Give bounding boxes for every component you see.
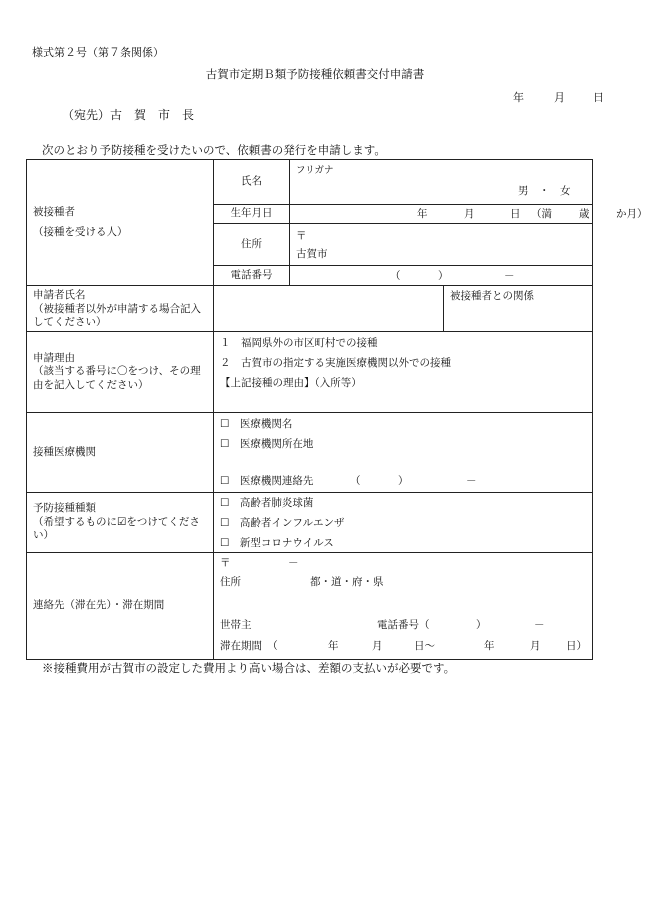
institution-location-label: 医療機関所在地 <box>239 438 314 450</box>
institution-name-label: 医療機関名 <box>239 418 293 430</box>
application-date <box>513 92 604 103</box>
reason-field[interactable] <box>214 332 593 413</box>
address-field[interactable] <box>290 224 593 266</box>
document-title: 古賀市定期Ｂ類予防接種依頼書交付申請書 <box>205 67 425 81</box>
vaccine-label: 予防接種種類 <box>33 502 96 515</box>
contact-open: （ <box>350 475 361 487</box>
recipient: （宛先）古 賀 市 長 <box>62 108 195 122</box>
name-field[interactable] <box>290 160 593 205</box>
stay-to-month: 月 <box>530 640 541 652</box>
stay-field[interactable] <box>214 553 593 660</box>
vaccine-field[interactable] <box>214 493 593 553</box>
applicant-sub-label: （被接種者以外が申請する場合記入してください） <box>33 302 201 329</box>
vaccine-option-label: 高齢者インフルエンザ <box>239 517 345 529</box>
institution-name-row[interactable] <box>220 419 292 430</box>
application-form <box>26 159 648 660</box>
contact-dash: － <box>466 475 477 487</box>
applicant-name-field[interactable] <box>214 286 444 332</box>
form-number: 様式第２号（第７条関係） <box>32 46 164 59</box>
checkbox-icon <box>220 418 229 430</box>
name-label: 氏名 <box>214 160 290 205</box>
vaccine-option-label: 高齢者肺炎球菌 <box>239 497 314 509</box>
patient-sub-label: （接種を受ける人） <box>33 225 128 238</box>
phone-close: ） <box>438 270 449 282</box>
stay-to-year: 年 <box>484 640 495 652</box>
stay-phone-dash: － <box>534 619 545 631</box>
checkbox-icon <box>220 517 229 529</box>
stay-prefecture: 都・道・府・県 <box>310 576 384 588</box>
stay-phone-label: 電話番号（ <box>377 619 430 631</box>
applicant-label-cell <box>27 286 214 332</box>
stay-postal-dash: － <box>288 557 299 569</box>
vaccine-option-label: 新型コロナウイルス <box>239 537 334 549</box>
stay-postal-mark: 〒 <box>220 557 231 569</box>
phone-dash: － <box>504 270 515 282</box>
birth-year: 年 <box>417 208 428 220</box>
vaccine-option-covid[interactable] <box>220 538 334 549</box>
vaccine-label-cell <box>27 493 214 553</box>
institution-field[interactable] <box>214 413 593 493</box>
institution-location-row[interactable] <box>220 439 313 450</box>
reason-label-cell <box>27 332 214 413</box>
gender-options[interactable]: 男 ・ 女 <box>518 185 571 197</box>
date-day: 日 <box>593 91 604 104</box>
birthdate-field[interactable] <box>290 205 648 224</box>
birth-month: 月 <box>464 208 475 220</box>
postal-mark: 〒 <box>296 230 307 242</box>
stay-period-label: 滞在期間 （ <box>220 640 278 652</box>
checkbox-icon <box>220 497 229 509</box>
stay-from-day: 日～ <box>414 640 435 652</box>
patient-label: 被接種者 <box>33 205 75 218</box>
institution-contact-row[interactable] <box>220 476 313 487</box>
furigana-label: フリガナ <box>296 165 334 176</box>
vaccine-option-influenza[interactable] <box>220 518 345 529</box>
reason-sub-label: （該当する番号に〇をつけ、その理由を記入してください） <box>33 365 201 391</box>
contact-close: ） <box>398 475 409 487</box>
applicant-label: 申請者氏名 <box>33 289 86 301</box>
birthdate-label: 生年月日 <box>214 205 290 224</box>
reason-option-1[interactable]: １ 福岡県外の市区町村での接種 <box>220 337 378 349</box>
age-open: （満 <box>531 208 552 220</box>
institution-label: 接種医療機関 <box>27 413 214 493</box>
stay-householder: 世帯主 <box>220 619 252 631</box>
birth-day: 日 <box>510 208 521 220</box>
phone-open: （ <box>390 270 401 282</box>
phone-field[interactable] <box>290 266 593 286</box>
stay-from-month: 月 <box>372 640 383 652</box>
relation-field[interactable] <box>444 286 593 332</box>
date-year: 年 <box>513 91 524 104</box>
stay-to-day: 日） <box>566 640 587 652</box>
address-label: 住所 <box>214 224 290 266</box>
vaccine-option-pneumococcal[interactable] <box>220 498 313 509</box>
relation-label: 被接種者との関係 <box>450 290 534 302</box>
phone-label: 電話番号 <box>214 266 290 286</box>
institution-contact-label: 医療機関連絡先 <box>239 475 314 487</box>
age-months: か月） <box>616 208 648 220</box>
age-years: 歳 <box>579 208 590 220</box>
footnote: ※接種費用が古賀市の設定した費用より高い場合は、差額の支払いが必要です。 <box>42 661 456 675</box>
stay-address-label: 住所 <box>220 576 241 588</box>
patient-section <box>27 160 214 286</box>
city-name: 古賀市 <box>296 248 328 260</box>
checkbox-icon <box>220 475 229 487</box>
reason-label: 申請理由 <box>33 351 75 364</box>
intro-text: 次のとおり予防接種を受けたいので、依頼書の発行を申請します。 <box>42 143 386 157</box>
stay-from-year: 年 <box>328 640 339 652</box>
vaccine-sub-label: （希望するものに☑をつけてください） <box>33 515 200 542</box>
checkbox-icon <box>220 438 229 450</box>
date-month: 月 <box>554 91 565 104</box>
reason-note: 【上記接種の理由】（入所等） <box>220 377 362 389</box>
stay-phone-close: ） <box>476 619 487 631</box>
stay-label: 連絡先（滞在先）・滞在期間 <box>27 553 214 660</box>
reason-option-2[interactable]: ２ 古賀市の指定する実施医療機関以外での接種 <box>220 357 451 369</box>
checkbox-icon <box>220 537 229 549</box>
